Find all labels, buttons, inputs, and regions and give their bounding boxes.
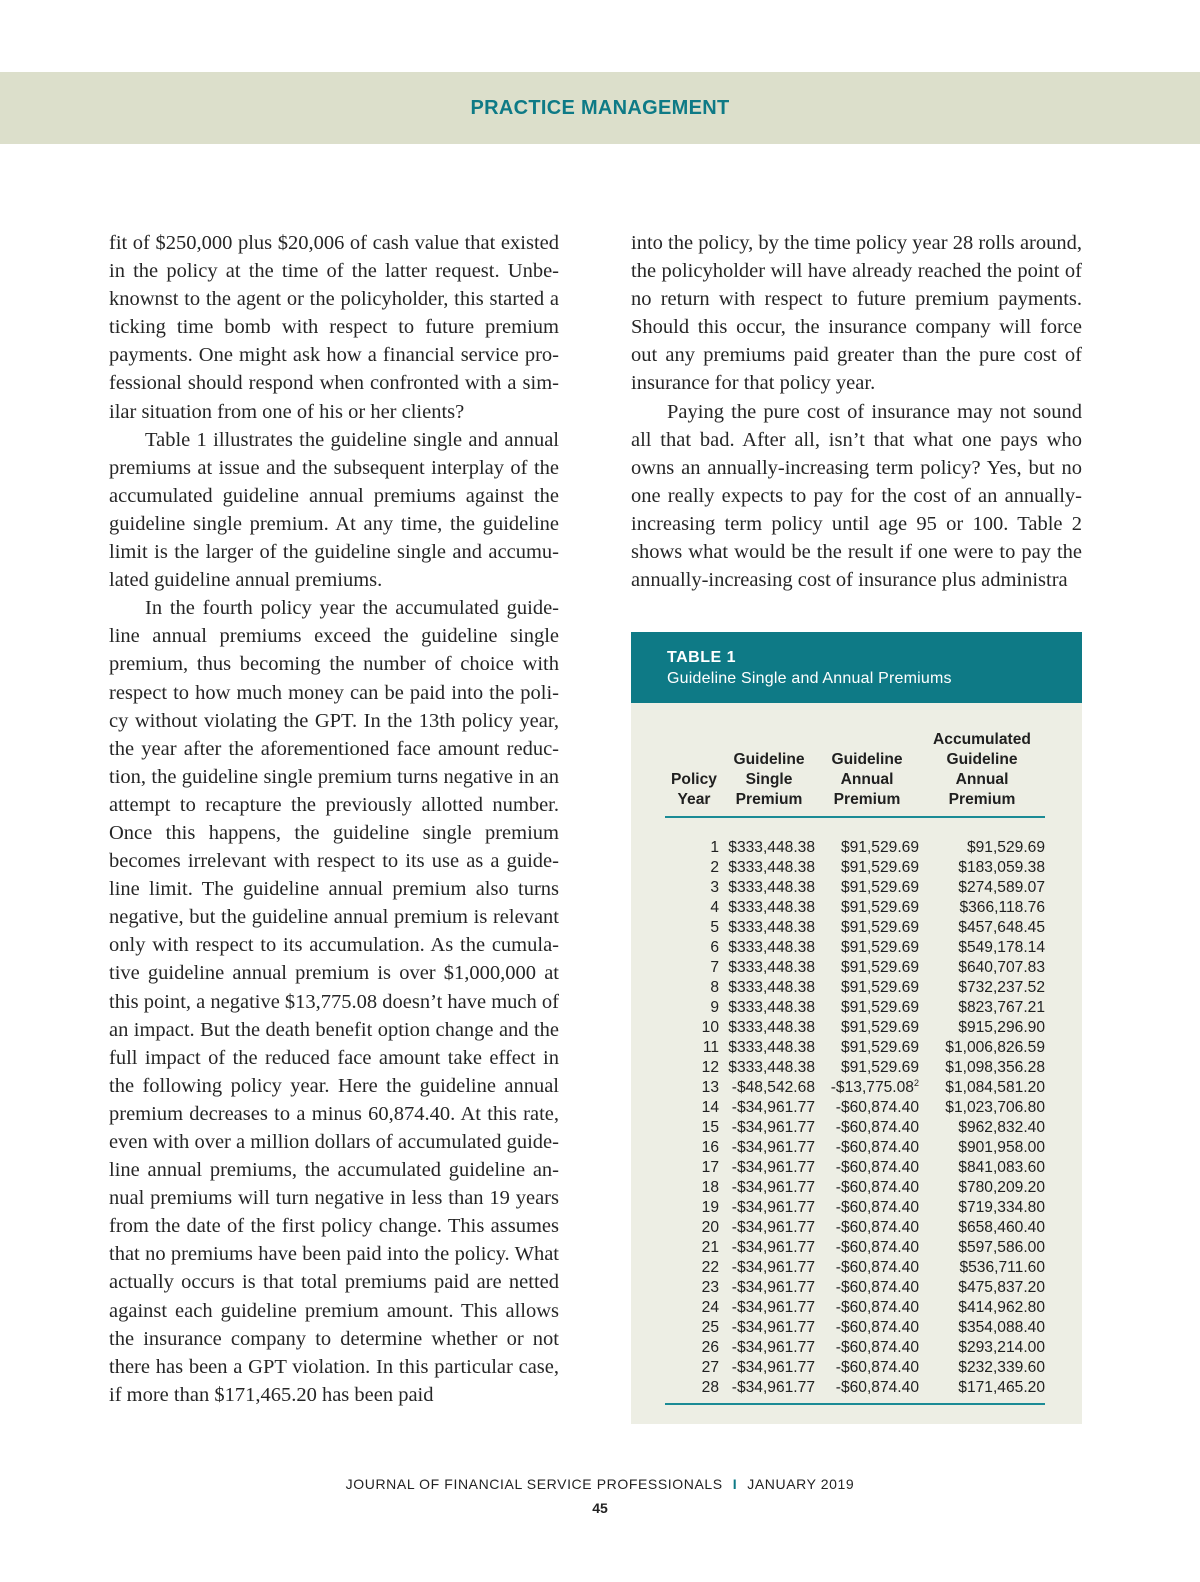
table-cell: $901,958.00	[958, 1139, 1045, 1156]
table-cell: $719,334.80	[958, 1199, 1045, 1216]
footer	[0, 1476, 1200, 1492]
left-column	[109, 229, 559, 1409]
table-cell: $549,178.14	[958, 939, 1045, 956]
table-row	[665, 1378, 1045, 1404]
table-cell: 7	[710, 959, 719, 976]
table-row	[665, 1238, 1045, 1258]
table-cell: -$13,775.08$^2$	[830, 1078, 919, 1096]
table-cell: -$60,874.40	[835, 1159, 919, 1176]
table-cell: $91,529.69	[840, 1039, 919, 1056]
footnote-mark: 2	[913, 1078, 919, 1088]
section-title: PRACTICE MANAGEMENT	[470, 97, 730, 119]
table-cell: $780,209.20	[958, 1179, 1045, 1196]
table-cell: -$60,874.40	[835, 1179, 919, 1196]
table-cell: 21	[701, 1239, 719, 1256]
table-cell: -$34,961.77	[731, 1279, 815, 1296]
table-cell: $333,448.38	[728, 839, 815, 856]
table-cell: -$34,961.77	[731, 1139, 815, 1156]
table-cell: $91,529.69	[840, 1059, 919, 1076]
table-cell: $91,529.69	[840, 919, 919, 936]
table-cell: $333,448.38	[728, 999, 815, 1016]
table-cell: $91,529.69	[840, 999, 919, 1016]
table-row	[665, 1198, 1045, 1218]
table-cell: -$60,874.40	[835, 1259, 919, 1276]
table-cell: $333,448.38	[728, 939, 815, 956]
table-row	[665, 858, 1045, 878]
table-1-box	[631, 632, 1082, 1424]
table-cell: -$60,874.40	[835, 1279, 919, 1296]
table-cell: 5	[710, 919, 719, 936]
table-cell: 13	[701, 1079, 719, 1096]
table-cell: -$34,961.77	[731, 1159, 815, 1176]
table-cell: -$60,874.40	[835, 1319, 919, 1336]
table-row	[665, 998, 1045, 1018]
table-cell: $915,296.90	[958, 1019, 1045, 1036]
table-cell: -$60,874.40	[835, 1339, 919, 1356]
col-header-annual-premium: Guideline Annual Premium	[815, 730, 919, 817]
footer-separator: I	[732, 1476, 738, 1492]
table-cell: 24	[701, 1299, 719, 1316]
table-cell: $91,529.69	[840, 979, 919, 996]
table-row	[665, 958, 1045, 978]
table-cell: 15	[701, 1119, 719, 1136]
table-row	[665, 1218, 1045, 1238]
paragraph: Paying the pure cost of insurance may not sound all that bad. After all, isn’t that what one pays who owns an annually-increasing term policy? Yes, but no one really expects to pay for the cost of an annually-increasing term policy until age 95 or 100. Table 2 shows what would be the result if one were to pay the annually-increasing cost of insurance plus administra	[631, 400, 1082, 592]
table-cell: $333,448.38	[728, 879, 815, 896]
paragraph: fit of $250,000 plus $20,006 of cash value that existed in the policy at the time of the latter request. Unbeknownst to the agent or the policyholder, this started a ticking time bomb with respect to future premium payments. One might ask how a financial service professional should respond when confronted with a similar situation from one of his or her clients?	[109, 232, 559, 423]
table-cell: $91,529.69	[840, 859, 919, 876]
issue-date: JANUARY 2019	[747, 1476, 855, 1492]
table-row	[665, 978, 1045, 998]
table-row	[665, 1058, 1045, 1078]
table-cell: $171,465.20	[919, 1378, 1045, 1404]
table-cell: 27	[701, 1359, 719, 1376]
table-cell: $183,059.38	[958, 859, 1045, 876]
table-cell: $1,006,826.59	[945, 1039, 1045, 1056]
table-cell: -$34,961.77	[731, 1099, 815, 1116]
table-row	[665, 1078, 1045, 1098]
table-cell: 16	[701, 1139, 719, 1156]
table-cell: $274,589.07	[958, 879, 1045, 896]
table-cell: $232,339.60	[958, 1359, 1045, 1376]
table-cell: 9	[710, 999, 719, 1016]
paragraph: Table 1 illustrates the guideline single and annual premiums at issue and the subsequent interplay of the accumulated guideline annual premiums against the guideline single premium. At any time, the guideline limit is the larger of the guideline single and accumulated guideline annual premiums.	[109, 428, 559, 592]
journal-name: JOURNAL OF FINANCIAL SERVICE PROFESSIONALS	[345, 1476, 723, 1492]
table-row	[665, 898, 1045, 918]
table-cell: -$34,961.77	[731, 1259, 815, 1276]
table-body	[665, 817, 1045, 1404]
table-cell: 23	[701, 1279, 719, 1296]
table-cell: $333,448.38	[728, 859, 815, 876]
table-row	[665, 938, 1045, 958]
table-cell: $475,837.20	[958, 1279, 1045, 1296]
table-cell: $962,832.40	[958, 1119, 1045, 1136]
table-cell: 20	[701, 1219, 719, 1236]
table-cell: $91,529.69	[840, 939, 919, 956]
table-cell: 11	[702, 1039, 719, 1056]
table-cell: 22	[701, 1259, 719, 1276]
table-cell: -$34,961.77	[731, 1119, 815, 1136]
table-cell: $1,098,356.28	[945, 1059, 1045, 1076]
table-cell: $333,448.38	[728, 899, 815, 916]
table-row	[665, 1358, 1045, 1378]
col-header-policy-year: Policy Year	[665, 730, 723, 817]
paragraph: In the fourth policy year the accumulated guideline annual premiums exceed the guideline single premium, thus becoming the number of choice with respect to how much money can be paid into the policy without violating the GPT. In the 13th policy year, the year after the aforementioned face amount reduction, the guideline single premium turns negative in an attempt to recapture the previously allotted number. Once this happens, the guideline single premium becomes irrelevant with respect to its use as a guideline limit. The guideline annual premium also turns negative, but the guideline annual premium is relevant only with respect to its accumulation. As the cumulative guideline annual premium is over $1,000,000 at this point, a negative $13,775.08 doesn’t have much of an impact. But the death benefit option change and the full impact of the reduced face amount take effect in the following policy year. Here the guideline annual premium decreases to a minus 60,874.40. At this rate, even with over a million dollars of accumulated guideline annual premiums, the accumulated guideline annual premiums will turn negative in less than 19 years from the date of the first policy change. This assumes that no premiums have been paid into the policy. What actually occurs is that total premiums paid are netted against each guideline premium amount. This allows the insurance company to determine whether or not there has been a GPT violation. In this particular case, if more than $171,465.20 has been paid	[109, 597, 559, 1406]
table-cell: -$34,961.77	[731, 1219, 815, 1236]
table-cell: 26	[701, 1339, 719, 1356]
table-row	[665, 918, 1045, 938]
table-cell: 1	[710, 839, 719, 856]
table-cell: -$48,542.68	[731, 1079, 815, 1096]
table-title: Guideline Single and Annual Premiums	[667, 670, 952, 687]
table-cell: -$60,874.40	[835, 1219, 919, 1236]
table-cell: $841,083.60	[958, 1159, 1045, 1176]
table-row	[665, 1338, 1045, 1358]
table-cell: -$60,874.40	[835, 1239, 919, 1256]
table-cell: $91,529.69	[840, 839, 919, 856]
table-cell: 2	[710, 859, 719, 876]
table-label: TABLE 1	[667, 649, 736, 666]
table-row	[665, 1278, 1045, 1298]
table-header	[631, 632, 1082, 703]
table-cell: 17	[701, 1159, 719, 1176]
table-cell: 14	[701, 1099, 719, 1116]
table-cell: -$34,961.77	[731, 1319, 815, 1336]
table-row	[665, 1318, 1045, 1338]
table-cell: 4	[710, 899, 719, 916]
table-cell: 8	[710, 979, 719, 996]
table-row	[665, 1178, 1045, 1198]
table-cell: -$60,874.40	[835, 1359, 919, 1376]
table-cell: $91,529.69	[840, 879, 919, 896]
table-row	[665, 878, 1045, 898]
table-cell: -$34,961.77	[731, 1179, 815, 1196]
table-cell: 28	[665, 1378, 723, 1404]
table-cell: -$34,961.77	[731, 1359, 815, 1376]
table-row	[665, 1298, 1045, 1318]
col-header-accumulated-premium: Accumulated Guideline Annual Premium	[919, 730, 1045, 817]
table-cell: $91,529.69	[840, 899, 919, 916]
table-cell: $457,648.45	[958, 919, 1045, 936]
table-cell: $91,529.69	[840, 1019, 919, 1036]
table-cell: 6	[710, 939, 719, 956]
table-cell: -$34,961.77	[731, 1199, 815, 1216]
col-header-single-premium: Guideline Single Premium	[723, 730, 815, 817]
table-cell: -$34,961.77	[731, 1299, 815, 1316]
table-row	[665, 838, 1045, 858]
premium-table	[665, 730, 1045, 1405]
table-cell: $1,084,581.20	[945, 1079, 1045, 1096]
table-cell: $333,448.38	[728, 1039, 815, 1056]
table-cell: $597,586.00	[958, 1239, 1045, 1256]
table-cell: -$60,874.40	[835, 1099, 919, 1116]
table-cell: 25	[701, 1319, 719, 1336]
right-column	[631, 229, 1082, 594]
table-row	[665, 1018, 1045, 1038]
table-cell: $536,711.60	[959, 1259, 1045, 1276]
table-cell: $333,448.38	[728, 1059, 815, 1076]
table-cell: -$34,961.77	[723, 1378, 815, 1404]
table-cell: -$60,874.40	[835, 1119, 919, 1136]
table-cell: $333,448.38	[728, 959, 815, 976]
table-cell: $414,962.80	[958, 1299, 1045, 1316]
table-cell: $658,460.40	[958, 1219, 1045, 1236]
table-row	[665, 1098, 1045, 1118]
table-cell: $823,767.21	[958, 999, 1045, 1016]
table-row	[665, 1158, 1045, 1178]
table-cell: $640,707.83	[958, 959, 1045, 976]
table-cell: $1,023,706.80	[945, 1099, 1045, 1116]
table-cell: 3	[710, 879, 719, 896]
table-cell: $333,448.38	[728, 979, 815, 996]
table-cell: $366,118.76	[959, 899, 1045, 916]
table-cell: -$60,874.40	[835, 1299, 919, 1316]
table-row	[665, 1138, 1045, 1158]
table-cell: -$34,961.77	[731, 1239, 815, 1256]
table-cell: -$34,961.77	[731, 1339, 815, 1356]
table-row	[665, 1258, 1045, 1278]
table-cell: $91,529.69	[966, 839, 1045, 856]
table-cell: $354,088.40	[958, 1319, 1045, 1336]
table-cell: $333,448.38	[728, 919, 815, 936]
table-row	[665, 1118, 1045, 1138]
table-cell: $732,237.52	[958, 979, 1045, 996]
table-cell: -$60,874.40	[835, 1139, 919, 1156]
table-cell: 12	[701, 1059, 719, 1076]
table-cell: $333,448.38	[728, 1019, 815, 1036]
table-cell: $293,214.00	[958, 1339, 1045, 1356]
page-number: 45	[592, 1500, 608, 1516]
table-cell: -$60,874.40	[815, 1378, 919, 1404]
table-cell: 10	[701, 1019, 719, 1036]
table-cell: -$60,874.40	[835, 1199, 919, 1216]
paragraph: into the policy, by the time policy year 28 rolls around, the policyholder will have already reached the point of no return with respect to future premium payments. Should this occur, the insurance company will force out any premiums paid greater than the pure cost of insurance for that policy year.	[631, 232, 1082, 395]
table-cell: $91,529.69	[840, 959, 919, 976]
table-row	[665, 1038, 1045, 1058]
table-cell: 18	[701, 1179, 719, 1196]
table-cell: 19	[701, 1199, 719, 1216]
